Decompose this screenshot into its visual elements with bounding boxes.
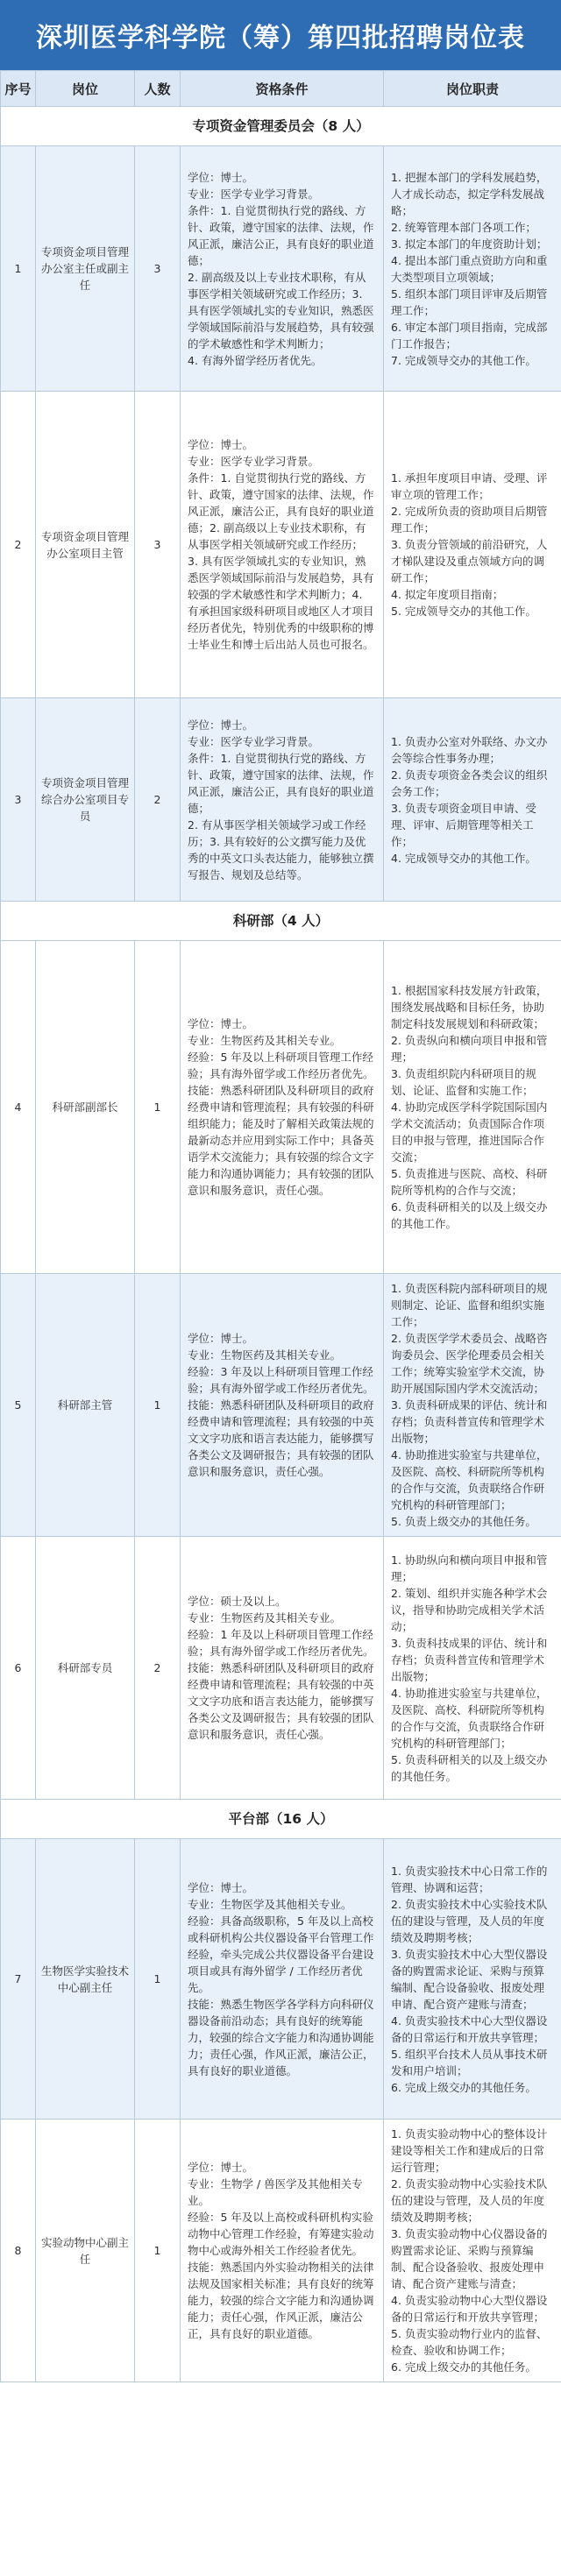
cell-no: 1 bbox=[1, 146, 36, 392]
cell-no: 8 bbox=[1, 2120, 36, 2382]
cell-duties: 1. 承担年度项目申请、受理、评审立项的管理工作； 2. 完成所负责的资助项目后期管理工作； 3. 负责分管领域的前沿研究，人才梯队建设及重点领域方向的调研工作； 4. 拟定年度项目指南； 5. 完成领导交办的其他工作。 bbox=[384, 392, 561, 698]
col-header-no: 序号 bbox=[1, 71, 36, 107]
cell-post: 科研部副部长 bbox=[36, 941, 135, 1274]
cell-duties: 1. 负责实验动物中心的整体设计建设等相关工作和建成后的日常运行管理； 2. 负责实验动物中心实验技术队伍的建设与管理，及人员的年度绩效及聘期考核； 3. 负责实验动物中心仪器设备的购置需求论证、采购与预算编制、配合设备验收、报废处理申请、配合资产建账与清查； 4. 负责实验动物中心大型仪器设备的日常运行和开放共享管理； 5. 负责实验动物行业内的监督、检查、验收和协调工作； 6. 完成上级交办的其他任务。 bbox=[384, 2120, 561, 2382]
cell-count: 1 bbox=[135, 1839, 181, 2120]
table-row bbox=[1, 1274, 561, 1537]
table-row bbox=[1, 1839, 561, 2120]
table-row bbox=[1, 392, 561, 698]
cell-requirements: 学位：博士。 专业：生物医药及其相关专业。 经验：5 年及以上科研项目管理工作经验；具有海外留学或工作经历者优先。 技能：熟悉科研团队及科研项目的政府经费申请和管理流程；具有较强的科研组织能力；能及时了解相关政策法规的最新动态并应用到实际工作中；具备英语学术交流能力；具有较强的综合文字能力和沟通协调能力；具有较强的团队意识和服务意识，责任心强。 bbox=[181, 941, 384, 1274]
cell-count: 2 bbox=[135, 1537, 181, 1800]
cell-requirements: 学位：博士。 专业：医学专业学习背景。 条件：1. 自觉贯彻执行党的路线、方针、政策，遵守国家的法律、法规，作风正派，廉洁公正，具有良好的职业道德；2. 副高级以上专业技术职称，有从事医学相关领域研究或工作经历； 3. 具有医学领域扎实的专业知识，熟悉医学领域国际前沿与发展趋势，具有较强的学术敏感性和学术判断力；4. 有承担国家级科研项目或地区人才项目经历者优先，特别优秀的中级职称的博士毕业生和博士后出站人员也可报名。 bbox=[181, 392, 384, 698]
section-row bbox=[1, 1800, 561, 1839]
cell-post: 专项资金项目管理办公室项目主管 bbox=[36, 392, 135, 698]
cell-count: 1 bbox=[135, 941, 181, 1274]
table-header-row bbox=[1, 71, 561, 107]
cell-requirements: 学位：博士。 专业：医学专业学习背景。 条件：1. 自觉贯彻执行党的路线、方针、政策，遵守国家的法律、法规，作风正派，廉洁公正，具有良好的职业道德； 2. 有从事医学相关领域学习或工作经历；3. 具有较好的公文撰写能力及优秀的中英文口头表达能力，能够独立撰写报告、规划及总结等。 bbox=[181, 698, 384, 902]
cell-post: 专项资金项目管理综合办公室项目专员 bbox=[36, 698, 135, 902]
section-heading: 专项资金管理委员会（8 人） bbox=[1, 107, 561, 146]
section-row bbox=[1, 107, 561, 146]
cell-post: 科研部主管 bbox=[36, 1274, 135, 1537]
cell-post: 实验动物中心副主任 bbox=[36, 2120, 135, 2382]
cell-count: 3 bbox=[135, 146, 181, 392]
col-header-duties: 岗位职责 bbox=[384, 71, 561, 107]
cell-no: 4 bbox=[1, 941, 36, 1274]
cell-no: 2 bbox=[1, 392, 36, 698]
cell-count: 1 bbox=[135, 1274, 181, 1537]
cell-post: 生物医学实验技术中心副主任 bbox=[36, 1839, 135, 2120]
cell-requirements: 学位：硕士及以上。 专业：生物医药及其相关专业。 经验：1 年及以上科研项目管理工作经验；具有海外留学或工作经历者优先。 技能：熟悉科研团队及科研项目的政府经费申请和管理流程；具有较强的中英文文字功底和语言表达能力，能够撰写各类公文及调研报告；具有较强的团队意识和服务意识，责任心强。 bbox=[181, 1537, 384, 1800]
cell-duties: 1. 负责实验技术中心日常工作的管理、协调和运营； 2. 负责实验技术中心实验技术队伍的建设与管理，及人员的年度绩效及聘期考核； 3. 负责实验技术中心大型仪器设备的购置需求论证、采购与预算编制、配合设备验收、报废处理申请、配合资产建账与清查； 4. 负责实验技术中心大型仪器设备的日常运行和开放共享管理； 5. 组织平台技术人员从事技术研发和用户培训； 6. 完成上级交办的其他任务。 bbox=[384, 1839, 561, 2120]
cell-duties: 1. 协助纵向和横向项目申报和管理； 2. 策划、组织并实施各种学术会议，指导和协助完成相关学术活动； 3. 负责科技成果的评估、统计和存档；负责科普宣传和管理学术出版物； 4. 协助推进实验室与共建单位，及医院、高校、科研院所等机构的合作与交流，负责联络合作研究机构的科研管理部门； 5. 负责科研相关的以及上级交办的其他任务。 bbox=[384, 1537, 561, 1800]
cell-duties: 1. 把握本部门的学科发展趋势，人才成长动态，拟定学科发展战略； 2. 统筹管理本部门各项工作； 3. 拟定本部门的年度资助计划； 4. 提出本部门重点资助方向和重大类型项目立项领域； 5. 组织本部门项目评审及后期管理工作； 6. 审定本部门项目指南，完成部门工作报告； 7. 完成领导交办的其他工作。 bbox=[384, 146, 561, 392]
col-header-requirements: 资格条件 bbox=[181, 71, 384, 107]
cell-requirements: 学位：博士。 专业：医学专业学习背景。 条件：1. 自觉贯彻执行党的路线、方针、政策，遵守国家的法律、法规，作风正派，廉洁公正，具有良好的职业道德； 2. 副高级及以上专业技术职称，有从事医学相关领域研究或工作经历；3. 具有医学领域扎实的专业知识，熟悉医学领域国际前沿与发展趋势，具有较强的学术敏感性和学术判断力； 4. 有海外留学经历者优先。 bbox=[181, 146, 384, 392]
table-row bbox=[1, 2120, 561, 2382]
cell-count: 3 bbox=[135, 392, 181, 698]
cell-duties: 1. 负责办公室对外联络、办文办会等综合性事务办理； 2. 负责专项资金各类会议的组织会务工作； 3. 负责专项资金项目申请、受理、评审、后期管理等相关工作； 4. 完成领导交办的其他工作。 bbox=[384, 698, 561, 902]
cell-no: 3 bbox=[1, 698, 36, 902]
cell-post: 专项资金项目管理办公室主任或副主任 bbox=[36, 146, 135, 392]
cell-requirements: 学位：博士。 专业：生物学 / 兽医学及其他相关专业。 经验：5 年及以上高校或科研机构实验动物中心管理工作经验，有筹建实验动物中心或海外相关工作经验者优先。 技能：熟悉国内外实验动物相关的法律法规及国家相关标准；具有良好的统筹能力，较强的综合文字能力和沟通协调能力；责任心强，作风正派，廉洁公正，具有良好的职业道德。 bbox=[181, 2120, 384, 2382]
cell-duties: 1. 负责医科院内部科研项目的规则制定、论证、监督和组织实施工作； 2. 负责医学学术委员会、战略咨询委员会、医学伦理委员会相关工作；统筹实验室学术交流，协助开展国际国内学术交流活动； 3. 负责科研成果的评估、统计和存档；负责科普宣传和管理学术出版物； 4. 协助推进实验室与共建单位，及医院、高校、科研院所等机构的合作与交流，负责联络合作研究机构的科研管理部门； 5. 负责上级交办的其他任务。 bbox=[384, 1274, 561, 1537]
table-row bbox=[1, 1537, 561, 1800]
cell-post: 科研部专员 bbox=[36, 1537, 135, 1800]
cell-count: 1 bbox=[135, 2120, 181, 2382]
section-row bbox=[1, 902, 561, 941]
cell-count: 2 bbox=[135, 698, 181, 902]
page-title: 深圳医学科学院（筹）第四批招聘岗位表 bbox=[0, 0, 561, 70]
cell-no: 5 bbox=[1, 1274, 36, 1537]
recruitment-table bbox=[0, 70, 561, 2382]
section-heading: 平台部（16 人） bbox=[1, 1800, 561, 1839]
cell-requirements: 学位：博士。 专业：生物医学及其他相关专业。 经验：具备高级职称，5 年及以上高校或科研机构公共仪器设备平台管理工作经验，牵头完成公共仪器设备平台建设项目或具有海外留学 / 工作经历者优先。 技能：熟悉生物医学各学科方向科研仪器设备前沿动态；具有良好的统筹能力，较强的综合文字能力和沟通协调能力；责任心强，作风正派，廉洁公正，具有良好的职业道德。 bbox=[181, 1839, 384, 2120]
cell-duties: 1. 根据国家科技发展方针政策，围绕发展战略和目标任务，协助制定科技发展规划和科研政策； 2. 负责纵向和横向项目申报和管理； 3. 负责组织院内科研项目的规划、论证、监督和实施工作； 4. 协助完成医学科学院国际国内学术交流活动；负责国际合作项目的申报与管理，推进国际合作交流； 5. 负责推进与医院、高校、科研院所等机构的合作与交流； 6. 负责科研相关的以及上级交办的其他工作。 bbox=[384, 941, 561, 1274]
cell-no: 7 bbox=[1, 1839, 36, 2120]
col-header-count: 人数 bbox=[135, 71, 181, 107]
col-header-post: 岗位 bbox=[36, 71, 135, 107]
cell-requirements: 学位：博士。 专业：生物医药及其相关专业。 经验：3 年及以上科研项目管理工作经验；具有海外留学或工作经历者优先。 技能：熟悉科研团队及科研项目的政府经费申请和管理流程；具有较强的中英文文字功底和语言表达能力，能够撰写各类公文及调研报告；具有较强的团队意识和服务意识，责任心强。 bbox=[181, 1274, 384, 1537]
table-row bbox=[1, 146, 561, 392]
table-row bbox=[1, 941, 561, 1274]
table-row bbox=[1, 698, 561, 902]
section-heading: 科研部（4 人） bbox=[1, 902, 561, 941]
cell-no: 6 bbox=[1, 1537, 36, 1800]
